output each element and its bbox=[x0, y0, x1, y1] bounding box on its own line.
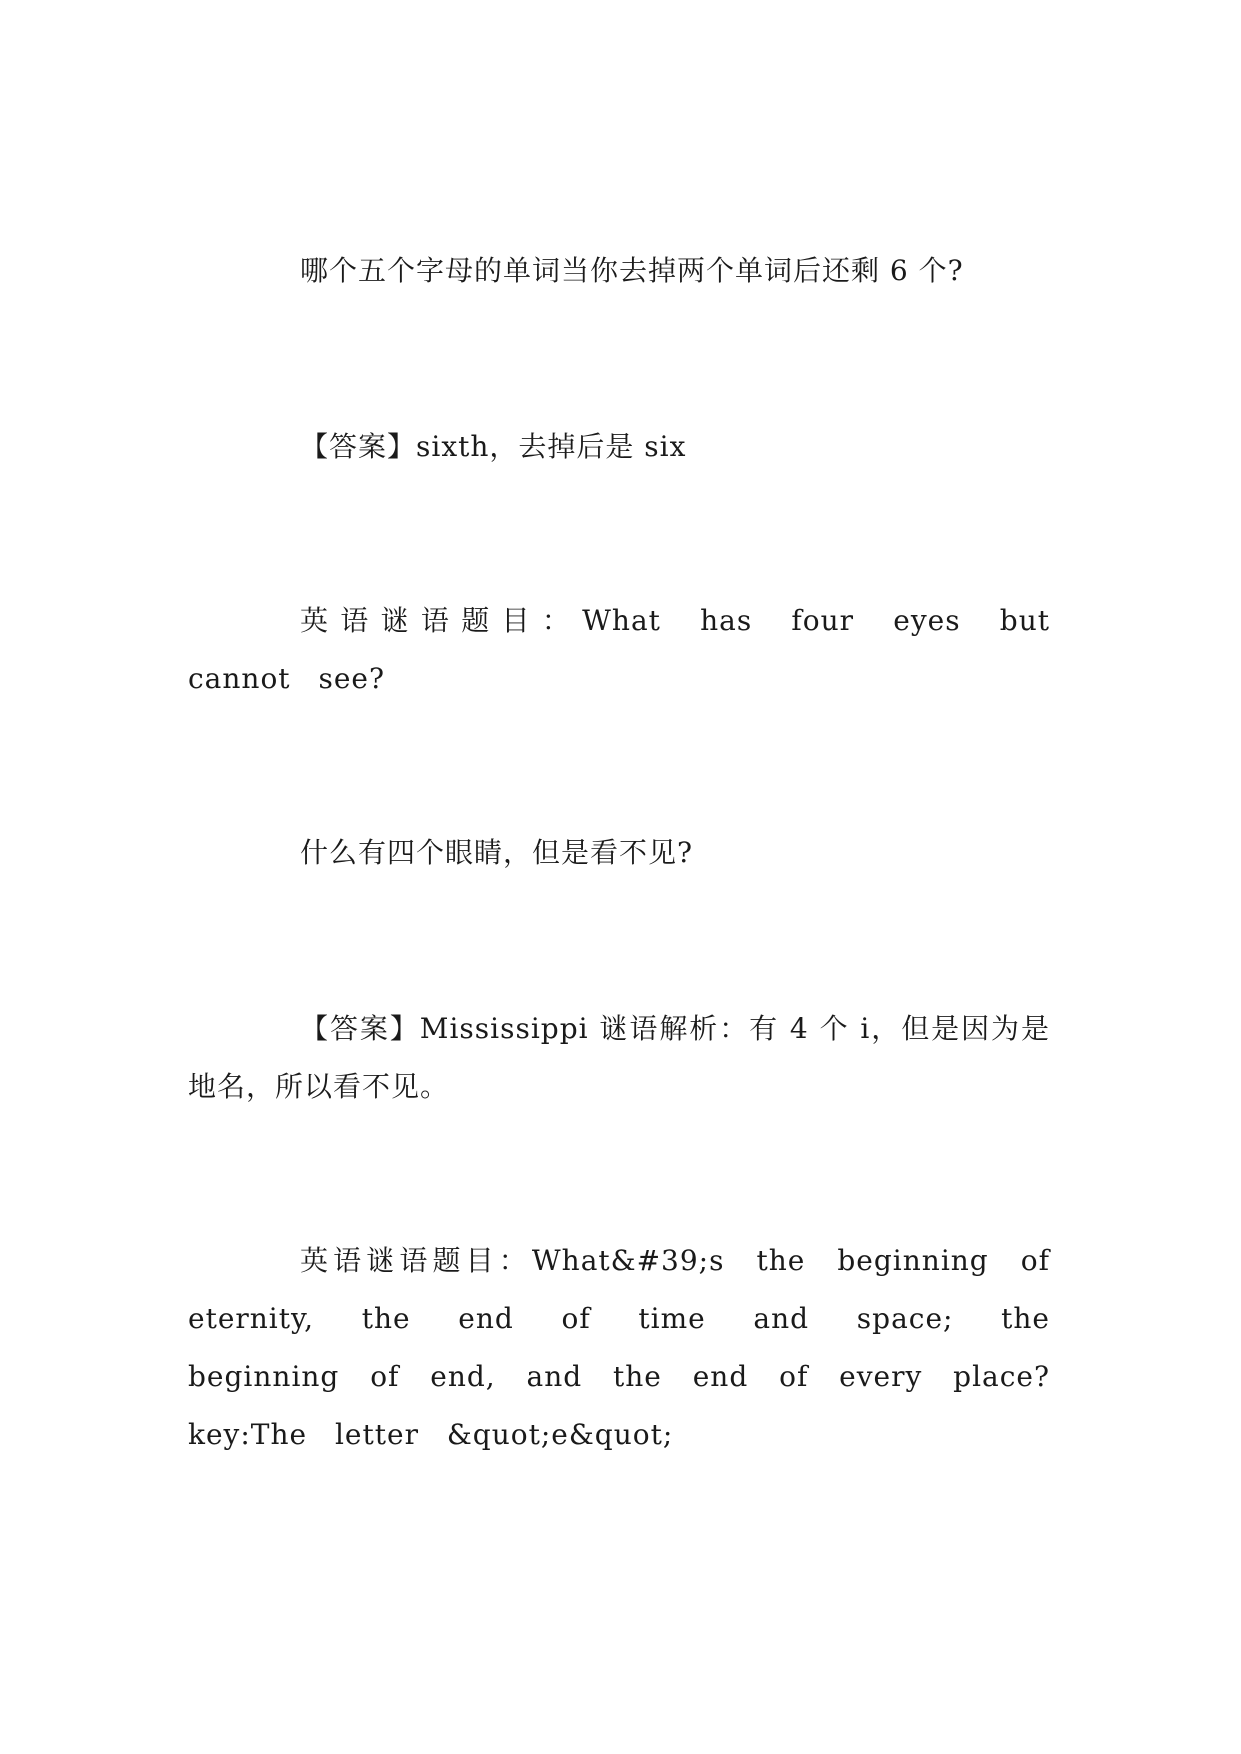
riddle-answer-1: 【答案】sixth，去掉后是 six bbox=[300, 430, 687, 463]
riddle-question-2-english: 英语谜语题目：What has four eyes but cannot see? bbox=[188, 604, 1050, 695]
riddle-answer-2: 【答案】Mississippi 谜语解析：有 4 个 i，但是因为是地名，所以看不见。 bbox=[188, 1012, 1050, 1103]
riddle-question-3: 英语谜语题目：What&#39;s the beginning of eternity, the end of time and space; the beginning of end, and the end of every place?key:The letter &quot;e&quot; bbox=[188, 1244, 1050, 1451]
riddle-question-2-chinese: 什么有四个眼睛，但是看不见? bbox=[300, 836, 694, 869]
riddle-question-1: 哪个五个字母的单词当你去掉两个单词后还剩 6 个? bbox=[300, 254, 964, 287]
